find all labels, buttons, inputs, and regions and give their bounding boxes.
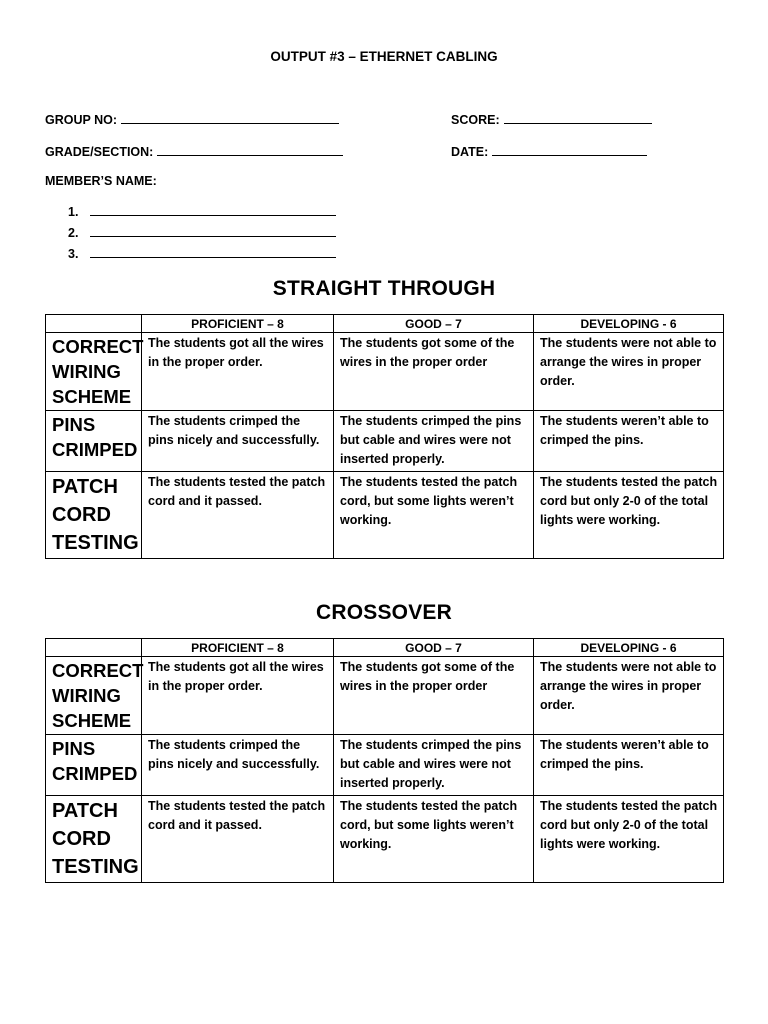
good-cell: The students tested the patch cord, but some lights weren’t working. [334,796,534,883]
developing-cell: The students tested the patch cord but only 2-0 of the total lights were working. [534,796,724,883]
member-3-line [90,246,336,258]
date-field[interactable] [451,144,647,159]
good-cell: The students got some of the wires in the proper order [334,657,534,735]
criterion-line: CORRECT [52,660,144,681]
page-title: OUTPUT #3 – ETHERNET CABLING [270,49,498,64]
grade-section-line [157,144,343,156]
criterion-line: CORD [52,828,111,850]
criterion-line: PINS [52,414,96,435]
criterion-line: CRIMPED [52,763,138,784]
member-1-field[interactable] [68,204,336,219]
date-line [492,144,647,156]
good-cell: The students crimped the pins but cable and wires were not inserted properly. [334,735,534,796]
criterion-cell [46,411,142,472]
table-row [46,796,724,883]
criterion-line: PINS [52,738,96,759]
group-no-line [121,112,339,124]
member-1-number: 1. [68,205,79,219]
criterion-line: TESTING [52,856,139,878]
proficient-cell: The students crimped the pins nicely and successfully. [142,735,334,796]
header-good: GOOD – 7 [334,639,534,657]
proficient-cell: The students got all the wires in the proper order. [142,657,334,735]
member-3-number: 3. [68,247,79,261]
table-row [46,735,724,796]
criterion-line: WIRING [52,685,121,706]
criterion-line: CRIMPED [52,439,138,460]
header-row [46,639,724,657]
grade-section-field[interactable] [45,144,343,159]
member-2-line [90,225,336,237]
criterion-cell [46,735,142,796]
member-1-line [90,204,336,216]
date-label: DATE: [451,145,489,159]
rubric-table-straight-through [45,314,724,559]
member-2-number: 2. [68,226,79,240]
developing-cell: The students weren’t able to crimped the pins. [534,735,724,796]
criterion-header [46,315,142,333]
criterion-header [46,639,142,657]
criterion-cell [46,796,142,883]
table-row [46,333,724,411]
criterion-line: SCHEME [52,710,132,731]
criterion-line: PATCH [52,476,118,498]
table-row [46,472,724,559]
criterion-line: TESTING [52,532,139,554]
table-row [46,411,724,472]
group-no-label: GROUP NO: [45,113,117,127]
criterion-line: WIRING [52,361,121,382]
criterion-line: PATCH [52,800,118,822]
proficient-cell: The students tested the patch cord and it passed. [142,796,334,883]
section-title-straight-through: STRAIGHT THROUGH [272,277,496,300]
criterion-line: CORRECT [52,336,144,357]
member-3-field[interactable] [68,246,336,261]
grade-section-label: GRADE/SECTION: [45,145,154,159]
header-developing: DEVELOPING - 6 [534,315,724,333]
criterion-line: CORD [52,504,111,526]
developing-cell: The students tested the patch cord but only 2-0 of the total lights were working. [534,472,724,559]
header-row [46,315,724,333]
developing-cell: The students were not able to arrange the wires in proper order. [534,333,724,411]
criterion-cell [46,472,142,559]
header-good: GOOD – 7 [334,315,534,333]
section-title-crossover: CROSSOVER [316,601,452,624]
member-2-field[interactable] [68,225,336,240]
criterion-cell [46,657,142,735]
group-no-field[interactable] [45,112,339,127]
score-line [504,112,652,124]
members-name-label: MEMBER’S NAME: [45,174,157,188]
proficient-cell: The students got all the wires in the proper order. [142,333,334,411]
developing-cell: The students weren’t able to crimped the pins. [534,411,724,472]
good-cell: The students got some of the wires in the proper order [334,333,534,411]
header-developing: DEVELOPING - 6 [534,639,724,657]
rubric-table-crossover [45,638,724,883]
good-cell: The students crimped the pins but cable and wires were not inserted properly. [334,411,534,472]
criterion-line: SCHEME [52,386,132,407]
header-proficient: PROFICIENT – 8 [142,639,334,657]
header-proficient: PROFICIENT – 8 [142,315,334,333]
proficient-cell: The students crimped the pins nicely and successfully. [142,411,334,472]
good-cell: The students tested the patch cord, but some lights weren’t working. [334,472,534,559]
score-field[interactable] [451,112,652,127]
developing-cell: The students were not able to arrange the wires in proper order. [534,657,724,735]
criterion-cell [46,333,142,411]
table-row [46,657,724,735]
score-label: SCORE: [451,113,500,127]
proficient-cell: The students tested the patch cord and it passed. [142,472,334,559]
